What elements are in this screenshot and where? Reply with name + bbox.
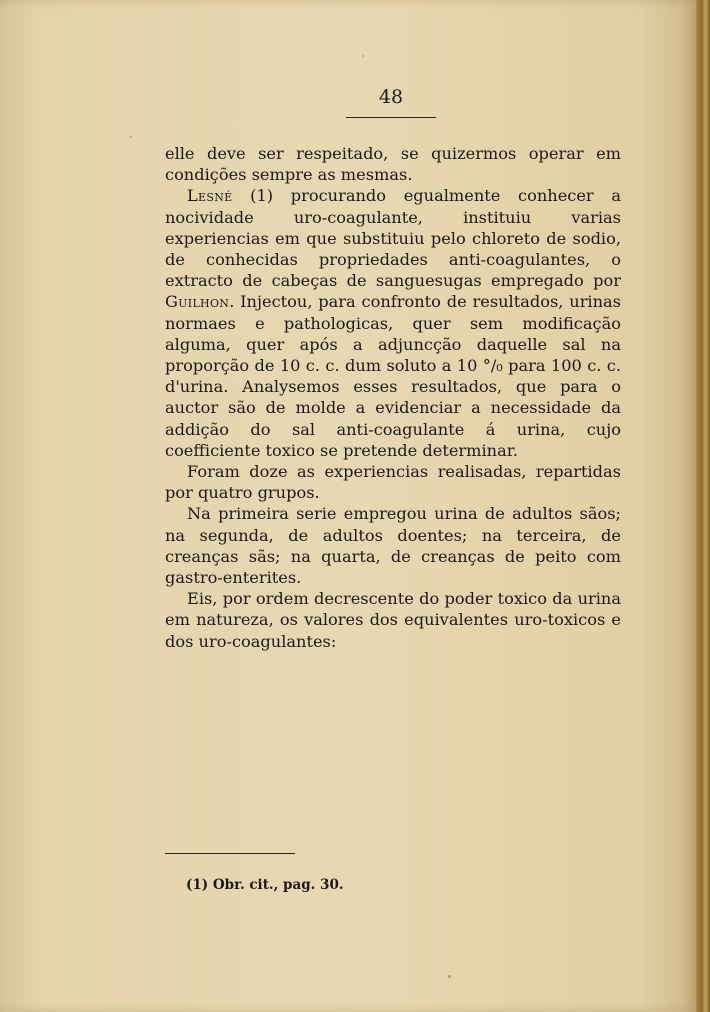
paragraph [165,503,621,588]
author-name: Guilhon [165,292,230,312]
text-run: Eis, por ordem decrescente do poder toxico da urina em natureza, os valores dos equivalentes uro-toxicos e dos uro-coagulantes: [165,589,621,651]
page-number: 48 [378,86,404,108]
paragraph [165,185,621,461]
book-edge [696,0,710,1012]
text-run: Na primeira serie empregou urina de adultos sãos; na segunda, de adultos doentes; na terceira, de creanças sãs; na quarta, de creanças de peito com gastro-enterites. [165,504,621,588]
paragraph [165,588,621,652]
paper-speck [362,55,364,57]
text-run: Foram doze as experiencias realisadas, repartidas por quatro grupos. [165,462,621,503]
text-run: elle deve ser respeitado, se quizermos operar em condições sempre as mesmas. [165,144,621,185]
paper-speck [130,136,132,138]
footnote-rule [165,853,295,854]
author-name: Lesné [187,186,233,206]
paragraph [165,461,621,503]
header-rule [346,117,436,118]
footnote: (1) Obr. cit., pag. 30. [186,877,344,893]
paragraph [165,143,621,185]
text-run: (1) procurando egualmente conhecer a nocividade uro-coagulante, instituiu varias experiencias em que substituiu pelo chloreto de sodio, de conhecidas propriedades anti-coagulantes, o extracto de cabeças de sanguesugas empregado por [165,186,621,291]
paper-speck [448,975,451,978]
text-run: . Injectou, para confronto de resultados, urinas normaes e pathologicas, quer sem modificação alguma, quer após a adjuncção daquelle sal na proporção de 10 c. c. dum soluto a 10 °/₀ para 100 c. c. d'urina. Analysemos esses resultados, que para o auctor são de molde a evidenciar a necessidade da addição do sal anti-coagulante á urina, cujo coefficiente toxico se pretende determinar. [165,292,621,460]
body-text [165,143,621,652]
